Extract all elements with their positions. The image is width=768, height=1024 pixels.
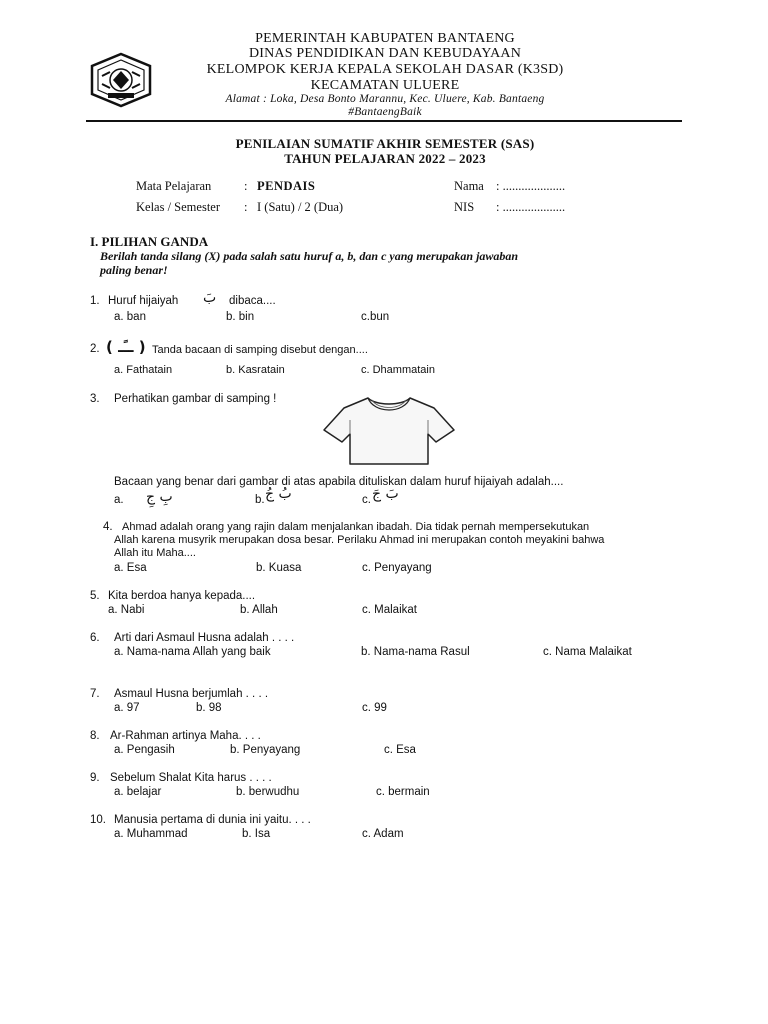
class-colon: :	[244, 200, 248, 214]
q5-text: Kita berdoa hanya kepada....	[108, 590, 256, 602]
q1-option-a[interactable]: a. ban	[114, 311, 146, 323]
q9-text: Sebelum Shalat Kita harus . . . .	[110, 772, 272, 784]
q5-option-b[interactable]: b. Allah	[240, 604, 278, 616]
q2-harakat-symbol: ( ــًـ )	[106, 338, 146, 356]
q1-option-b[interactable]: b. bin	[226, 311, 255, 323]
exam-title: PENILAIAN SUMATIF AKHIR SEMESTER (SAS)	[235, 136, 535, 151]
q10-option-b[interactable]: b. Isa	[242, 828, 271, 840]
q8-option-a[interactable]: a. Pengasih	[114, 744, 175, 756]
q6-number: 6.	[90, 632, 100, 644]
header-hashtag: #BantaengBaik	[348, 106, 422, 118]
q10-number: 10.	[90, 814, 106, 826]
q9-number: 9.	[90, 772, 100, 784]
q6-text: Arti dari Asmaul Husna adalah . . . .	[114, 632, 295, 644]
q3-option-c-arabic[interactable]: بَ جَ	[372, 486, 399, 502]
q3-option-a-arabic[interactable]: بِ جِ	[146, 489, 173, 505]
header-department: DINAS PENDIDIKAN DAN KEBUDAYAAN	[248, 46, 522, 61]
q7-option-a[interactable]: a. 97	[114, 702, 140, 714]
name-label: Nama	[454, 179, 484, 193]
q3-option-c-label[interactable]: c.	[362, 494, 371, 506]
instruction-line-2: paling benar!	[100, 263, 168, 277]
q10-text: Manusia pertama di dunia ini yaitu. . . .	[114, 814, 311, 826]
q1-text-after: dibaca....	[229, 295, 276, 307]
q9-option-b[interactable]: b. berwudhu	[236, 786, 300, 798]
q8-text: Ar-Rahman artinya Maha. . . .	[110, 730, 261, 742]
subject-value: PENDAIS	[257, 179, 316, 193]
q4-line-1: Ahmad adalah orang yang rajin dalam menjalankan ibadah. Dia tidak pernah mempersekutukan	[122, 521, 590, 533]
header-divider	[86, 120, 682, 122]
class-value: I (Satu) / 2 (Dua)	[257, 200, 344, 214]
q7-option-b[interactable]: b. 98	[196, 702, 222, 714]
q8-number: 8.	[90, 730, 100, 742]
q3-text-2: Bacaan yang benar dari gambar di atas apabila dituliskan dalam huruf hijaiyah adalah....	[114, 476, 564, 488]
q5-option-c[interactable]: c. Malaikat	[362, 604, 417, 616]
header-district: KECAMATAN ULUERE	[310, 78, 460, 93]
subject-colon: :	[244, 179, 248, 193]
exam-year: TAHUN PELAJARAN 2022 – 2023	[284, 151, 486, 166]
q5-number: 5.	[90, 590, 100, 602]
q1-number: 1.	[90, 295, 100, 307]
q7-number: 7.	[90, 688, 100, 700]
header-k3sd: KELOMPOK KERJA KEPALA SEKOLAH DASAR (K3SD)	[206, 62, 564, 77]
q10-option-a[interactable]: a. Muhammad	[114, 828, 188, 840]
section-title: I. PILIHAN GANDA	[90, 234, 209, 249]
q8-option-c[interactable]: c. Esa	[384, 744, 416, 756]
q3-number: 3.	[90, 393, 100, 405]
q1-option-c[interactable]: c.bun	[361, 311, 390, 323]
q4-line-3: Allah itu Maha....	[114, 547, 196, 559]
q2-option-c[interactable]: c. Dhammatain	[361, 364, 435, 376]
q9-option-a[interactable]: a. belajar	[114, 786, 162, 798]
q3-option-b-label[interactable]: b.	[255, 494, 265, 506]
nis-field: : ....................	[496, 200, 566, 214]
instruction-line-1: Berilah tanda silang (X) pada salah satu huruf a, b, dan c yang merupakan jawaban	[100, 249, 519, 263]
q4-option-a[interactable]: a. Esa	[114, 562, 147, 574]
q1-text: Huruf hijaiyah	[108, 295, 179, 307]
q2-number: 2.	[90, 343, 100, 355]
header-government: PEMERINTAH KABUPATEN BANTAENG	[255, 31, 515, 46]
q6-option-b[interactable]: b. Nama-nama Rasul	[361, 646, 470, 658]
subject-label: Mata Pelajaran	[136, 179, 212, 193]
q8-option-b[interactable]: b. Penyayang	[230, 744, 301, 756]
nis-label: NIS	[454, 200, 475, 214]
q2-option-b[interactable]: b. Kasratain	[226, 364, 285, 376]
q3-text: Perhatikan gambar di samping !	[114, 393, 277, 405]
q3-option-a-label[interactable]: a.	[114, 494, 124, 506]
header-address: Alamat : Loka, Desa Bonto Marannu, Kec. Uluere, Kab. Bantaeng	[225, 93, 545, 105]
q7-option-c[interactable]: c. 99	[362, 702, 387, 714]
q4-line-2: Allah karena musyrik merupakan dosa besar. Perilaku Ahmad ini merupakan contoh meyakini bahwa	[114, 534, 605, 546]
q6-option-a[interactable]: a. Nama-nama Allah yang baik	[114, 646, 271, 658]
name-field: : ....................	[496, 179, 566, 193]
class-label: Kelas / Semester	[136, 200, 221, 214]
q4-number: 4.	[103, 521, 113, 533]
q2-option-a[interactable]: a. Fathatain	[114, 364, 173, 376]
q5-option-a[interactable]: a. Nabi	[108, 604, 145, 616]
q3-option-b-arabic[interactable]: بُ جُ	[265, 486, 292, 502]
q6-option-c[interactable]: c. Nama Malaikat	[543, 646, 632, 658]
q10-option-c[interactable]: c. Adam	[362, 828, 404, 840]
q2-text: Tanda bacaan di samping disebut dengan....	[152, 344, 368, 356]
q1-arabic-letter: بَ	[203, 290, 217, 306]
t-shirt-image	[316, 392, 462, 470]
q4-option-b[interactable]: b. Kuasa	[256, 562, 302, 574]
q9-option-c[interactable]: c. bermain	[376, 786, 430, 798]
q7-text: Asmaul Husna berjumlah . . . .	[114, 688, 269, 700]
q4-option-c[interactable]: c. Penyayang	[362, 562, 432, 574]
